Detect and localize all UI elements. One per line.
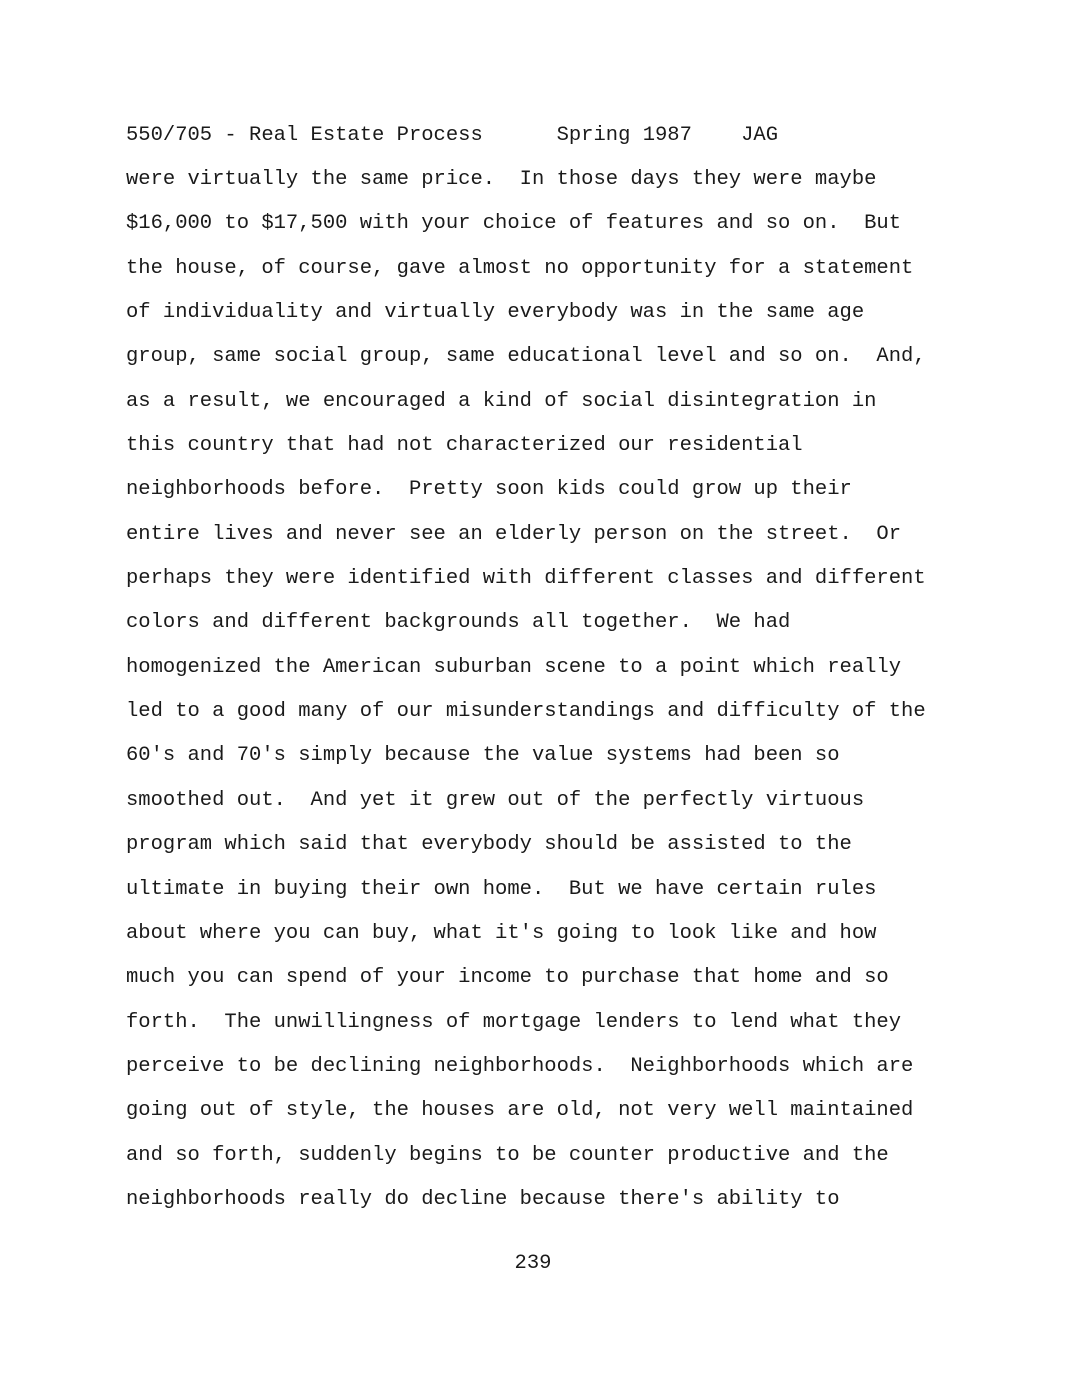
text-line: as a result, we encouraged a kind of social disintegration in	[126, 389, 877, 413]
header-initials: JAG	[741, 124, 779, 147]
page-number: 239	[514, 1252, 552, 1275]
text-line: 60's and 70's simply because the value systems had been so	[126, 744, 840, 768]
text-line: $16,000 to $17,500 with your choice of features and so on. But	[126, 212, 902, 236]
text-line: neighborhoods before. Pretty soon kids could grow up their	[126, 478, 852, 502]
header-term: Spring 1987	[556, 124, 692, 147]
text-line: were virtually the same price. In those days they were maybe	[126, 168, 877, 191]
text-line: of individuality and virtually everybody was in the same age	[126, 301, 865, 325]
text-line: smoothed out. And yet it grew out of the perfectly virtuous	[126, 788, 865, 812]
text-line: perceive to be declining neighborhoods. Neighborhoods which are	[126, 1054, 914, 1078]
page-header	[126, 124, 778, 148]
text-line: program which said that everybody should be assisted to the	[126, 833, 852, 857]
text-line: much you can spend of your income to purchase that home and so	[126, 966, 889, 990]
text-line: homogenized the American suburban scene to a point which really	[126, 655, 902, 679]
text-line: and so forth, suddenly begins to be counter productive and the	[126, 1143, 889, 1167]
text-line: group, same social group, same educational level and so on. And,	[126, 345, 926, 369]
text-line: perhaps they were identified with different classes and different	[126, 567, 926, 591]
body-text	[126, 168, 926, 1232]
text-line: led to a good many of our misunderstandings and difficulty of the	[126, 700, 926, 724]
text-line: colors and different backgrounds all together. We had	[126, 611, 791, 635]
header-course: 550/705 - Real Estate Process	[126, 124, 483, 147]
text-line: the house, of course, gave almost no opportunity for a statement	[126, 256, 914, 280]
text-line: going out of style, the houses are old, not very well maintained	[126, 1099, 914, 1123]
text-line: entire lives and never see an elderly person on the street. Or	[126, 522, 902, 546]
text-line: ultimate in buying their own home. But we have certain rules	[126, 877, 877, 901]
text-line: forth. The unwillingness of mortgage lenders to lend what they	[126, 1010, 902, 1034]
text-line: neighborhoods really do decline because there's ability to	[126, 1187, 840, 1211]
text-line: about where you can buy, what it's going to look like and how	[126, 921, 877, 945]
text-line: this country that had not characterized our residential	[126, 434, 803, 458]
